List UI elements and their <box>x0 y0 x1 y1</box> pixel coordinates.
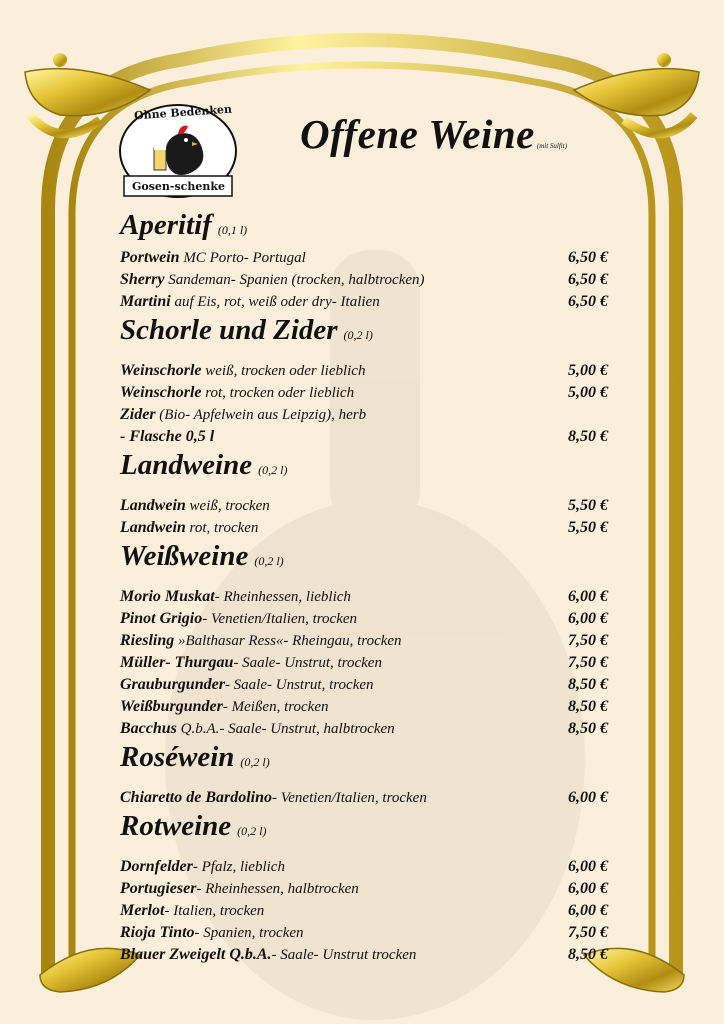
item-price: 6,00 € <box>568 902 608 919</box>
menu-item <box>120 360 620 382</box>
section-heading <box>120 740 620 779</box>
menu-item <box>120 426 620 448</box>
item-name: Martini <box>120 293 171 310</box>
item-description: rot, trocken oder lieblich <box>201 385 355 401</box>
item-description: rot, trocken <box>185 520 259 536</box>
menu-item <box>120 269 620 291</box>
item-price: 8,50 € <box>568 946 608 963</box>
section-title: Weißweine <box>120 540 249 572</box>
menu-item <box>120 291 620 313</box>
item-price: 6,50 € <box>568 249 608 266</box>
item-name: Portugieser <box>120 880 197 897</box>
item-name: Grauburgunder <box>120 676 225 693</box>
title-note: (mit Sulfit) <box>536 142 568 150</box>
item-description: - Pfalz, lieblich <box>192 859 285 875</box>
item-description: - Meißen, trocken <box>222 699 329 715</box>
item-price: 7,50 € <box>568 654 608 671</box>
item-name: Rioja Tinto <box>120 924 195 941</box>
menu-section <box>120 740 620 809</box>
item-name: Sherry <box>120 271 165 288</box>
item-price: 7,50 € <box>568 924 608 941</box>
item-description: Sandeman- Spanien (trocken, halbtrocken) <box>164 272 425 288</box>
menu-item <box>120 696 620 718</box>
item-description: auf Eis, rot, weiß oder dry- Italien <box>170 294 380 310</box>
item-name: Weißburgunder <box>120 698 223 715</box>
wine-menu <box>120 208 620 966</box>
item-name: Pinot Grigio <box>120 610 203 627</box>
item-name: Merlot <box>120 902 165 919</box>
menu-item <box>120 900 620 922</box>
section-volume-note: (0,2 l) <box>343 328 373 342</box>
item-price: 5,50 € <box>568 497 608 514</box>
item-price: 6,00 € <box>568 610 608 627</box>
item-price: 6,00 € <box>568 880 608 897</box>
logo <box>116 96 240 200</box>
page-title <box>300 110 567 158</box>
item-name: Riesling <box>120 632 175 649</box>
menu-item <box>120 878 620 900</box>
item-name: - Flasche 0,5 l <box>120 428 215 445</box>
menu-item <box>120 922 620 944</box>
menu-section <box>120 208 620 313</box>
section-volume-note: (0,2 l) <box>237 824 267 838</box>
item-price: 7,50 € <box>568 632 608 649</box>
section-gap <box>120 487 620 495</box>
item-price: 6,00 € <box>568 588 608 605</box>
section-heading <box>120 539 620 578</box>
item-description: - Venetien/Italien, trocken <box>202 611 358 627</box>
item-description: weiß, trocken oder lieblich <box>201 363 366 379</box>
item-price: 6,00 € <box>568 858 608 875</box>
item-description: - Spanien, trocken <box>194 925 304 941</box>
item-price: 8,50 € <box>568 698 608 715</box>
section-title: Landweine <box>120 449 253 481</box>
section-gap <box>120 848 620 856</box>
section-title: Roséwein <box>120 741 235 773</box>
menu-item <box>120 517 620 539</box>
section-volume-note: (0,2 l) <box>240 755 270 769</box>
item-name: Zider <box>120 406 156 423</box>
item-name: Landwein <box>120 519 186 536</box>
item-description: - Saale- Unstrut trocken <box>271 947 417 963</box>
item-description: - Saale- Unstrut, trocken <box>233 655 382 671</box>
item-price: 6,50 € <box>568 293 608 310</box>
item-name: Chiaretto de Bardolino <box>120 789 273 806</box>
section-gap <box>120 578 620 586</box>
title-main: Offene Weine <box>300 111 535 157</box>
menu-section <box>120 809 620 966</box>
menu-item <box>120 608 620 630</box>
menu-item <box>120 495 620 517</box>
menu-section <box>120 448 620 539</box>
section-gap <box>120 779 620 787</box>
section-title: Rotweine <box>120 810 232 842</box>
menu-item <box>120 586 620 608</box>
menu-item <box>120 718 620 740</box>
item-name: Weinschorle <box>120 362 202 379</box>
item-name: Weinschorle <box>120 384 202 401</box>
section-heading <box>120 208 620 247</box>
section-gap <box>120 352 620 360</box>
menu-item <box>120 630 620 652</box>
item-price: 8,50 € <box>568 676 608 693</box>
item-name: Landwein <box>120 497 186 514</box>
item-description: - Italien, trocken <box>164 903 265 919</box>
section-title: Aperitif <box>120 209 212 241</box>
menu-item <box>120 247 620 269</box>
item-description: Q.b.A.- Saale- Unstrut, halbtrocken <box>176 721 395 737</box>
item-price: 5,00 € <box>568 362 608 379</box>
menu-item <box>120 787 620 809</box>
menu-item <box>120 856 620 878</box>
section-heading <box>120 313 620 352</box>
item-name: Portwein <box>120 249 180 266</box>
menu-item <box>120 404 620 426</box>
menu-item <box>120 652 620 674</box>
item-description: (Bio- Apfelwein aus Leipzig), herb <box>155 407 367 423</box>
menu-section <box>120 313 620 448</box>
item-name: Bacchus <box>120 720 177 737</box>
section-volume-note: (0,2 l) <box>258 463 288 477</box>
item-name: Dornfelder <box>120 858 193 875</box>
item-price: 6,50 € <box>568 271 608 288</box>
menu-item <box>120 674 620 696</box>
section-volume-note: (0,1 l) <box>217 223 248 237</box>
item-description: - Rheinhessen, halbtrocken <box>196 881 359 897</box>
menu-item <box>120 944 620 966</box>
logo-bottom-text: Gosen-schenke <box>132 180 225 193</box>
item-price: 5,00 € <box>568 384 608 401</box>
item-description: MC Porto- Portugal <box>179 250 306 266</box>
item-price: 8,50 € <box>568 428 608 445</box>
item-name: Müller- Thurgau <box>120 654 234 671</box>
section-heading <box>120 448 620 487</box>
item-description: »Balthasar Ress«- Rheingau, trocken <box>174 633 402 649</box>
item-price: 8,50 € <box>568 720 608 737</box>
item-description: - Saale- Unstrut, trocken <box>224 677 374 693</box>
logo-top-text: Ohne Bedenken <box>133 102 233 123</box>
item-description: - Venetien/Italien, trocken <box>272 790 427 806</box>
item-price: 5,50 € <box>568 519 608 536</box>
item-description: - Rheinhessen, lieblich <box>214 589 351 605</box>
item-name: Blauer Zweigelt Q.b.A. <box>120 946 272 963</box>
item-name: Morio Muskat <box>120 588 215 605</box>
section-heading <box>120 809 620 848</box>
menu-item <box>120 382 620 404</box>
section-volume-note: (0,2 l) <box>254 554 284 568</box>
item-price: 6,00 € <box>568 789 608 806</box>
section-title: Schorle und Zider <box>120 314 338 346</box>
menu-section <box>120 539 620 740</box>
item-description: weiß, trocken <box>185 498 270 514</box>
